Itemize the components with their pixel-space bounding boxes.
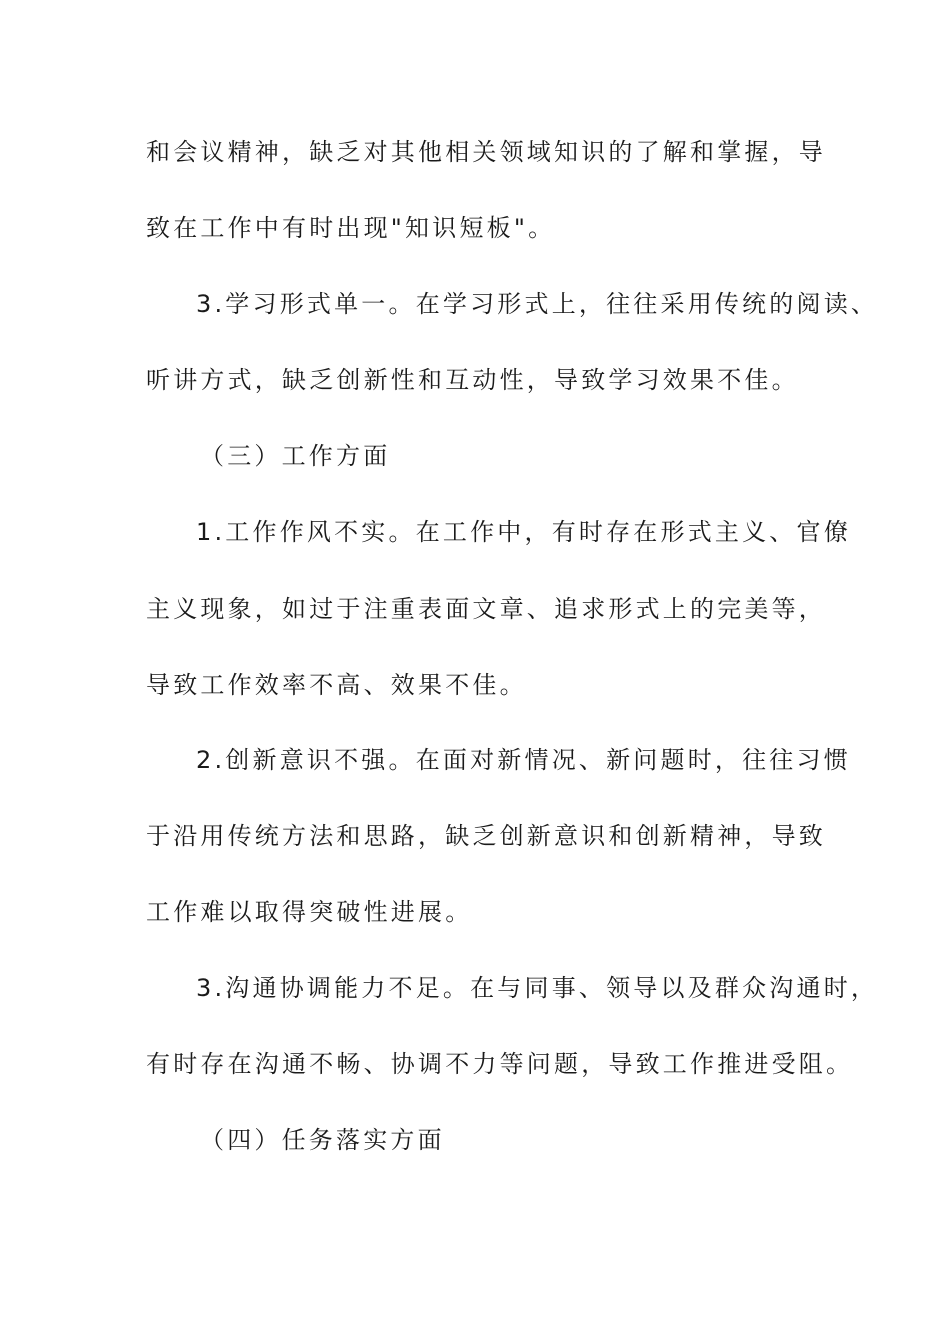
section-heading: （三）工作方面 — [200, 442, 391, 470]
list-item-start: 3.学习形式单一。在学习形式上，往往采用传统的阅读、 — [196, 290, 879, 318]
text-line: 听讲方式，缺乏创新性和互动性，导致学习效果不佳。 — [146, 366, 799, 394]
text-line: 于沿用传统方法和思路，缺乏创新意识和创新精神，导致 — [146, 822, 826, 850]
text-line: 有时存在沟通不畅、协调不力等问题，导致工作推进受阻。 — [146, 1050, 854, 1078]
text-line: 工作难以取得突破性进展。 — [146, 898, 473, 926]
text-line: 主义现象，如过于注重表面文章、追求形式上的完美等， — [146, 595, 826, 623]
list-item-start: 3.沟通协调能力不足。在与同事、领导以及群众沟通时， — [196, 974, 879, 1002]
text-line: 和会议精神，缺乏对其他相关领域知识的了解和掌握，导 — [146, 138, 826, 166]
text-line: 导致工作效率不高、效果不佳。 — [146, 671, 527, 699]
list-item-start: 2.创新意识不强。在面对新情况、新问题时，往往习惯 — [196, 746, 851, 774]
list-item-start: 1.工作作风不实。在工作中，有时存在形式主义、官僚 — [196, 518, 851, 546]
text-line: 致在工作中有时出现"知识短板"。 — [146, 214, 556, 242]
section-heading: （四）任务落实方面 — [200, 1126, 445, 1154]
